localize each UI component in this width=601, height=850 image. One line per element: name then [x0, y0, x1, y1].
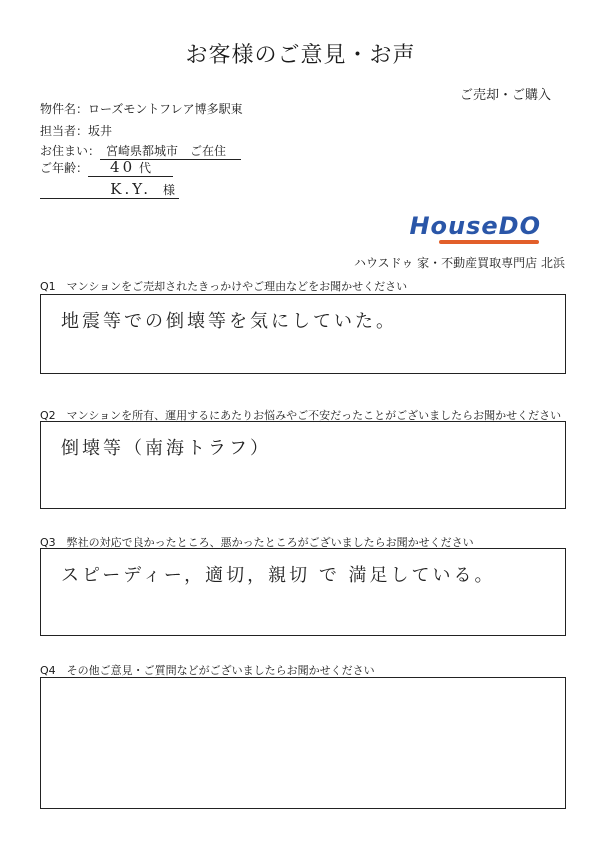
- page-title: お客様のご意見・お声: [185, 43, 416, 68]
- answer-1-text: 地震等での倒壊等を気にしていた。: [61, 311, 397, 332]
- age-row: [40, 158, 173, 177]
- question-4-label: Q4 その他ご意見・ご質問などがございましたらお聞かせください: [40, 664, 375, 677]
- transaction-type-label: ご売却・ご購入: [459, 88, 551, 103]
- question-3-label: Q3 弊社の対応で良かったところ、悪かったところがございましたらお聞かせください: [40, 536, 474, 549]
- staff-row: [40, 122, 112, 139]
- answer-3-text: スピーディー，適切，親切 で 満足している。: [61, 565, 496, 586]
- property-value: ローズモントフレア博多駅東: [88, 102, 243, 116]
- property-label: 物件名：: [40, 102, 89, 116]
- question-1-label: Q1 マンションをご売却されたきっかけやご理由などをお聞かせください: [40, 280, 408, 293]
- property-row: [40, 100, 243, 117]
- name-value: K.Y.: [110, 180, 151, 198]
- age-value: 40: [110, 158, 136, 176]
- answer-4-box: [40, 677, 566, 809]
- store-name: ハウスドゥ 家・不動産買取専門店 北浜: [354, 256, 565, 270]
- age-suffix: 代: [138, 161, 151, 175]
- name-suffix: 様: [162, 183, 175, 197]
- answer-1-box: [40, 294, 566, 374]
- age-label: ご年齢：: [40, 161, 89, 175]
- answer-2-box: [40, 421, 566, 509]
- residence-label: お住まい：: [40, 144, 101, 158]
- housedo-logo: HouseDO: [409, 212, 541, 240]
- answer-3-box: [40, 548, 566, 636]
- logo-swoosh: [439, 240, 539, 244]
- question-2-label: Q2 マンションを所有、運用するにあたりお悩みやご不安だったことがございましたらお聞かせください: [40, 409, 562, 422]
- residence-value: 宮崎県都城市 ご在住: [100, 142, 241, 160]
- staff-label: 担当者：: [40, 124, 89, 138]
- staff-value: 坂井: [88, 124, 113, 138]
- name-row: [40, 180, 179, 199]
- answer-2-text: 倒壊等（南海トラフ）: [61, 438, 271, 459]
